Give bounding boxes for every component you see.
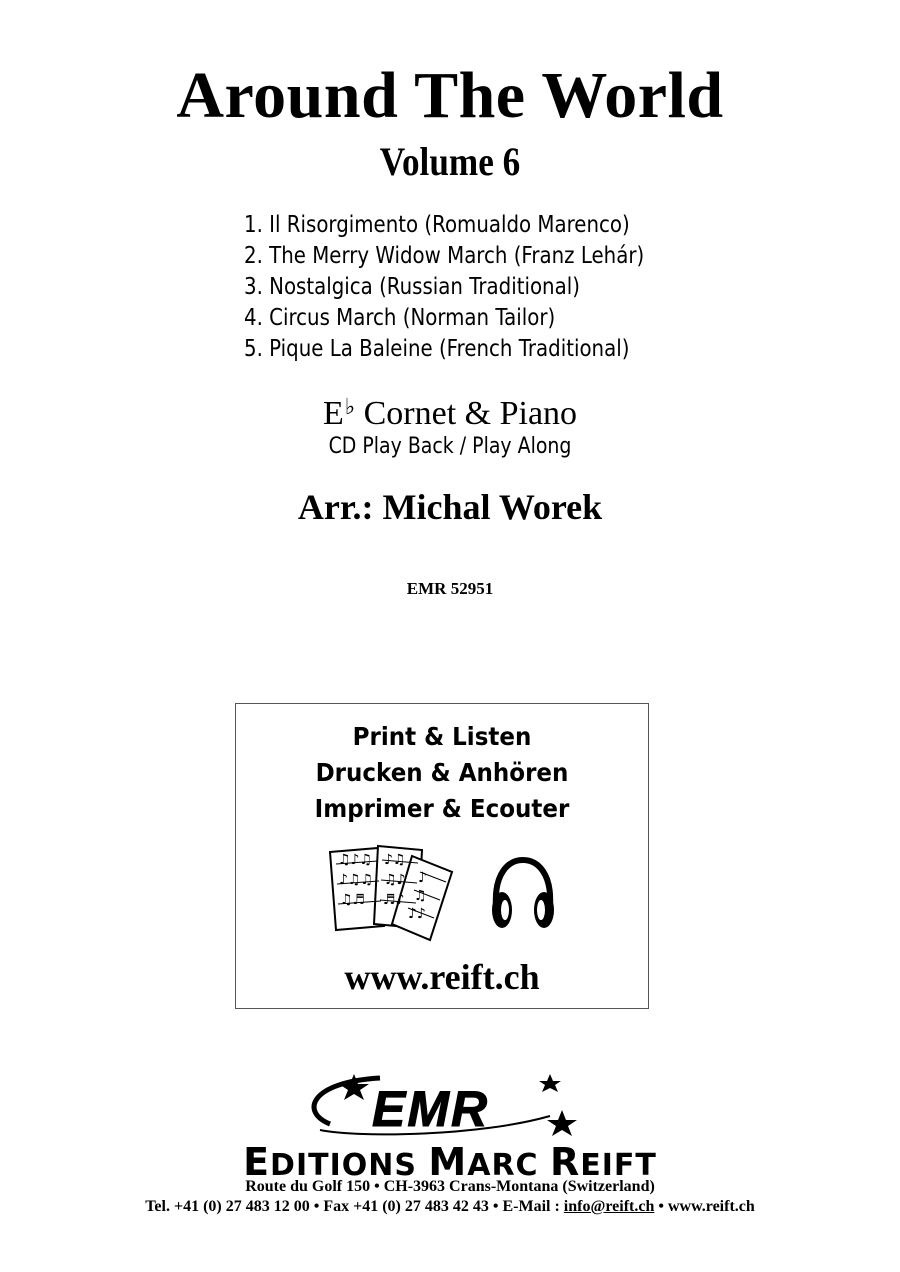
list-item: 2. The Merry Widow March (Franz Lehár) [244,243,645,269]
print-listen-box [235,703,649,1009]
svg-text:♫♬: ♫♬ [340,892,366,908]
flat-sign: ♭ [344,394,356,419]
list-item: 5. Pique La Baleine (French Traditional) [244,336,630,362]
list-item: 4. Circus March (Norman Tailor) [244,305,556,331]
svg-text:♪♪: ♪♪ [408,906,426,922]
publisher-address: Route du Golf 150 • CH-3963 Crans-Montana (Switzerland) [245,1178,655,1195]
email-link[interactable]: info@reift.ch [563,1198,655,1215]
emr-logo [300,1072,600,1140]
svg-text:♫♪: ♫♪ [384,872,406,888]
svg-text:♫: ♫ [414,888,427,904]
svg-text:♫♪♫: ♫♪♫ [338,852,373,868]
sheet-music-icon [326,842,456,942]
contact-phone-fax: Tel. +41 (0) 27 483 12 00 • Fax +41 (0) 27 483 42 43 • E-Mail : [145,1198,564,1215]
website-link[interactable]: www.reift.ch [344,957,540,997]
list-item: 1. Il Risorgimento (Romualdo Marenco) [244,212,630,238]
publisher-name-part: EIFT [580,1148,657,1183]
promo-line-english: Print & Listen [352,722,532,751]
instrument-name: Cornet & Piano [355,395,578,432]
contact-website[interactable]: • www.reift.ch [654,1198,755,1215]
publisher-name-part: ARC [467,1148,551,1183]
svg-text:♬♪: ♬♪ [383,892,405,908]
svg-text:EMR: EMR [372,1081,490,1137]
promo-line-german: Drucken & Anhören [315,758,569,787]
cd-playback-note: CD Play Back / Play Along [328,434,572,459]
publisher-name-initial: E [243,1140,271,1184]
svg-text:♪: ♪ [418,870,427,886]
arranger: Arr.: Michal Worek [297,487,603,527]
svg-text:♪♫♫: ♪♫♫ [339,872,374,888]
volume-subtitle: Volume 6 [379,139,521,184]
catalog-code: EMR 52951 [406,579,494,598]
publisher-name-initial: M [428,1140,468,1184]
page-title: Around The World [176,59,724,132]
publisher-name-initial: R [550,1140,581,1184]
instrument-key-letter: E [322,395,344,432]
publisher-contact [0,1198,900,1216]
publisher-name-part: DITIONS [270,1148,429,1183]
track-list [244,210,804,365]
svg-text:♪♫: ♪♫ [384,852,406,868]
promo-line-french: Imprimer & Ecouter [314,794,570,823]
instrumentation [0,394,900,433]
list-item: 3. Nostalgica (Russian Traditional) [244,274,580,300]
headphones-icon [488,856,558,936]
